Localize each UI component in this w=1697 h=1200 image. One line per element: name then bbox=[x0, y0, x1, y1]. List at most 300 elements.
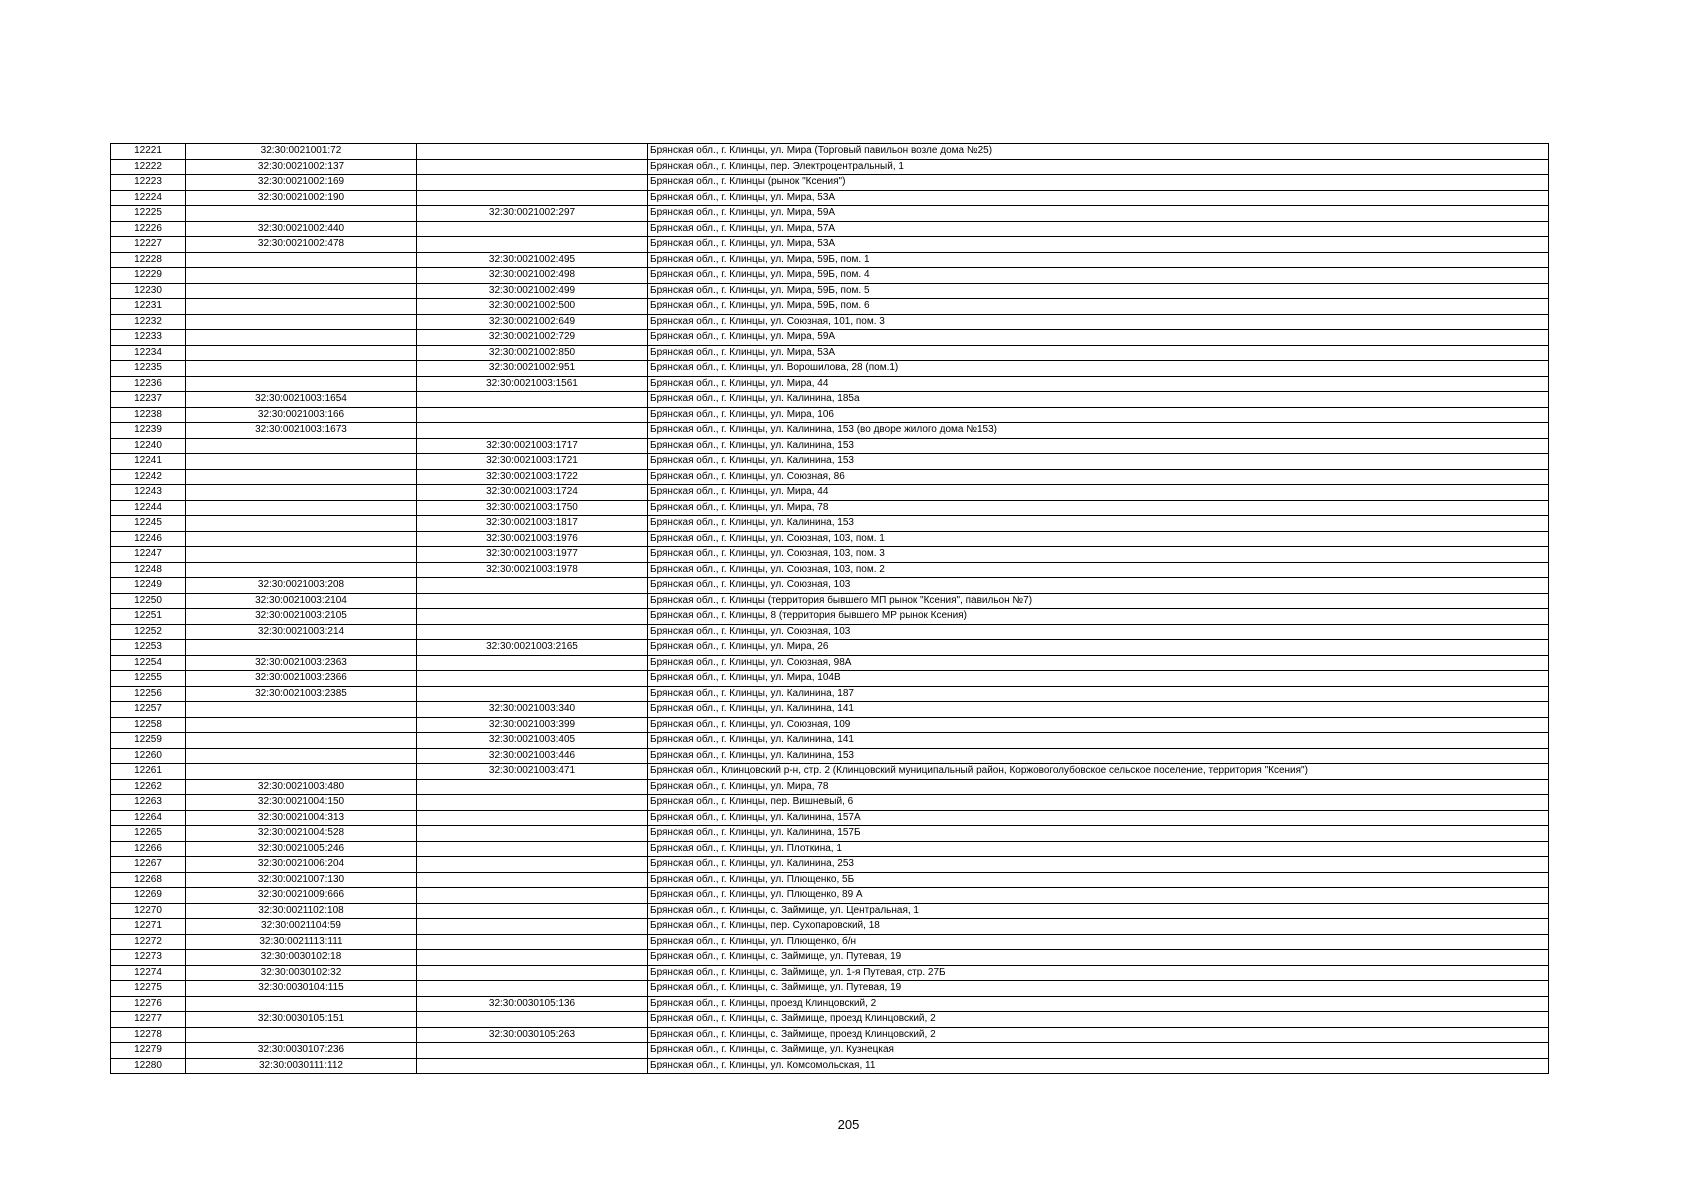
address-cell: Брянская обл., г. Клинцы, ул. Плющенко, 5Б bbox=[648, 872, 1549, 888]
table-row bbox=[111, 872, 1549, 888]
table-row bbox=[111, 717, 1549, 733]
table-row bbox=[111, 965, 1549, 981]
address-cell: Брянская обл., г. Клинцы, ул. Мира, 57А bbox=[648, 221, 1549, 237]
cadastral-number-alt-cell bbox=[417, 609, 648, 625]
cadastral-number-cell: 32:30:0021003:480 bbox=[186, 779, 417, 795]
table-row bbox=[111, 919, 1549, 935]
table-row bbox=[111, 175, 1549, 191]
row-number-cell: 12235 bbox=[111, 361, 186, 377]
cadastral-number-cell bbox=[186, 454, 417, 470]
table-row bbox=[111, 1012, 1549, 1028]
row-number-cell: 12269 bbox=[111, 888, 186, 904]
row-number-cell: 12245 bbox=[111, 516, 186, 532]
address-cell: Брянская обл., г. Клинцы, ул. Калинина, 153 bbox=[648, 454, 1549, 470]
cadastral-number-alt-cell bbox=[417, 872, 648, 888]
table-row bbox=[111, 981, 1549, 997]
table-row bbox=[111, 299, 1549, 315]
cadastral-number-cell: 32:30:0021003:208 bbox=[186, 578, 417, 594]
row-number-cell: 12230 bbox=[111, 283, 186, 299]
row-number-cell: 12272 bbox=[111, 934, 186, 950]
cadastral-number-alt-cell: 32:30:0021003:1724 bbox=[417, 485, 648, 501]
cadastral-number-alt-cell: 32:30:0021002:729 bbox=[417, 330, 648, 346]
cadastral-number-cell: 32:30:0021002:478 bbox=[186, 237, 417, 253]
row-number-cell: 12234 bbox=[111, 345, 186, 361]
address-cell: Брянская обл., г. Клинцы, ул. Плоткина, 1 bbox=[648, 841, 1549, 857]
table-row bbox=[111, 330, 1549, 346]
row-number-cell: 12260 bbox=[111, 748, 186, 764]
row-number-cell: 12276 bbox=[111, 996, 186, 1012]
row-number-cell: 12254 bbox=[111, 655, 186, 671]
address-cell: Брянская обл., г. Клинцы, ул. Мира, 53А bbox=[648, 345, 1549, 361]
address-cell: Брянская обл., г. Клинцы, ул. Мира, 26 bbox=[648, 640, 1549, 656]
cadastral-number-alt-cell bbox=[417, 407, 648, 423]
address-cell: Брянская обл., г. Клинцы, ул. Мира, 106 bbox=[648, 407, 1549, 423]
row-number-cell: 12229 bbox=[111, 268, 186, 284]
row-number-cell: 12273 bbox=[111, 950, 186, 966]
address-cell: Брянская обл., г. Клинцы, ул. Мира, 78 bbox=[648, 500, 1549, 516]
address-cell: Брянская обл., г. Клинцы, ул. Мира, 53А bbox=[648, 237, 1549, 253]
row-number-cell: 12259 bbox=[111, 733, 186, 749]
cadastral-number-cell: 32:30:0030105:151 bbox=[186, 1012, 417, 1028]
table-row bbox=[111, 221, 1549, 237]
table-row bbox=[111, 934, 1549, 950]
address-cell: Брянская обл., Клинцовский р-н, стр. 2 (Клинцовский муниципальный район, Коржовоголубовское сельское поселение, территория "Ксения") bbox=[648, 764, 1549, 780]
address-cell: Брянская обл., г. Клинцы, ул. Калинина, 153 bbox=[648, 438, 1549, 454]
cadastral-number-alt-cell: 32:30:0021003:1976 bbox=[417, 531, 648, 547]
address-cell: Брянская обл., г. Клинцы, ул. Мира, 59Б, пом. 1 bbox=[648, 252, 1549, 268]
row-number-cell: 12261 bbox=[111, 764, 186, 780]
address-cell: Брянская обл., г. Клинцы, проезд Клинцовский, 2 bbox=[648, 996, 1549, 1012]
cadastral-number-cell bbox=[186, 1027, 417, 1043]
address-cell: Брянская обл., г. Клинцы, ул. Союзная, 86 bbox=[648, 469, 1549, 485]
address-cell: Брянская обл., г. Клинцы, ул. Мира, 59Б, пом. 4 bbox=[648, 268, 1549, 284]
row-number-cell: 12236 bbox=[111, 376, 186, 392]
cadastral-number-alt-cell: 32:30:0021002:850 bbox=[417, 345, 648, 361]
cadastral-number-cell: 32:30:0021113:111 bbox=[186, 934, 417, 950]
table-row bbox=[111, 314, 1549, 330]
address-cell: Брянская обл., г. Клинцы, с. Займище, проезд Клинцовский, 2 bbox=[648, 1027, 1549, 1043]
cadastral-number-alt-cell: 32:30:0021003:2165 bbox=[417, 640, 648, 656]
table-row bbox=[111, 1027, 1549, 1043]
table-row bbox=[111, 950, 1549, 966]
cadastral-number-alt-cell bbox=[417, 888, 648, 904]
row-number-cell: 12275 bbox=[111, 981, 186, 997]
cadastral-number-alt-cell: 32:30:0030105:136 bbox=[417, 996, 648, 1012]
row-number-cell: 12233 bbox=[111, 330, 186, 346]
cadastral-number-cell: 32:30:0021003:1673 bbox=[186, 423, 417, 439]
cadastral-number-cell: 32:30:0030102:18 bbox=[186, 950, 417, 966]
cadastral-number-alt-cell: 32:30:0021003:1722 bbox=[417, 469, 648, 485]
address-cell: Брянская обл., г. Клинцы, ул. Союзная, 103, пом. 2 bbox=[648, 562, 1549, 578]
row-number-cell: 12242 bbox=[111, 469, 186, 485]
table-row bbox=[111, 268, 1549, 284]
cadastral-number-alt-cell: 32:30:0021003:1817 bbox=[417, 516, 648, 532]
cadastral-number-alt-cell: 32:30:0030105:263 bbox=[417, 1027, 648, 1043]
table-row bbox=[111, 547, 1549, 563]
table-row bbox=[111, 779, 1549, 795]
cadastral-number-cell bbox=[186, 562, 417, 578]
address-cell: Брянская обл., г. Клинцы (территория бывшего МП рынок "Ксения", павильон №7) bbox=[648, 593, 1549, 609]
cadastral-number-cell: 32:30:0021004:528 bbox=[186, 826, 417, 842]
row-number-cell: 12231 bbox=[111, 299, 186, 315]
cadastral-number-cell bbox=[186, 469, 417, 485]
row-number-cell: 12265 bbox=[111, 826, 186, 842]
cadastral-number-cell: 32:30:0030111:112 bbox=[186, 1058, 417, 1074]
cadastral-number-alt-cell: 32:30:0021003:1750 bbox=[417, 500, 648, 516]
address-cell: Брянская обл., г. Клинцы, ул. Союзная, 101, пом. 3 bbox=[648, 314, 1549, 330]
row-number-cell: 12256 bbox=[111, 686, 186, 702]
row-number-cell: 12277 bbox=[111, 1012, 186, 1028]
cadastral-number-alt-cell bbox=[417, 159, 648, 175]
address-cell: Брянская обл., г. Клинцы, ул. Мира, 104В bbox=[648, 671, 1549, 687]
table-row bbox=[111, 903, 1549, 919]
table-row bbox=[111, 733, 1549, 749]
table-row bbox=[111, 485, 1549, 501]
cadastral-number-alt-cell bbox=[417, 841, 648, 857]
row-number-cell: 12247 bbox=[111, 547, 186, 563]
address-cell: Брянская обл., г. Клинцы, ул. Калинина, 157Б bbox=[648, 826, 1549, 842]
row-number-cell: 12223 bbox=[111, 175, 186, 191]
cadastral-number-alt-cell bbox=[417, 671, 648, 687]
address-cell: Брянская обл., г. Клинцы, ул. Калинина, 157А bbox=[648, 810, 1549, 826]
address-cell: Брянская обл., г. Клинцы, ул. Союзная, 103, пом. 1 bbox=[648, 531, 1549, 547]
address-cell: Брянская обл., г. Клинцы, ул. Мира, 78 bbox=[648, 779, 1549, 795]
row-number-cell: 12251 bbox=[111, 609, 186, 625]
address-cell: Брянская обл., г. Клинцы, ул. Калинина, 253 bbox=[648, 857, 1549, 873]
table-row bbox=[111, 593, 1549, 609]
table-row bbox=[111, 996, 1549, 1012]
table-row bbox=[111, 469, 1549, 485]
cadastral-number-alt-cell: 32:30:0021003:340 bbox=[417, 702, 648, 718]
row-number-cell: 12246 bbox=[111, 531, 186, 547]
cadastral-number-cell: 32:30:0021002:190 bbox=[186, 190, 417, 206]
cadastral-number-cell: 32:30:0021003:2105 bbox=[186, 609, 417, 625]
cadastral-number-cell: 32:30:0021102:108 bbox=[186, 903, 417, 919]
table-row bbox=[111, 655, 1549, 671]
registry-table-body bbox=[111, 144, 1549, 1074]
cadastral-number-alt-cell: 32:30:0021003:1561 bbox=[417, 376, 648, 392]
cadastral-number-alt-cell bbox=[417, 950, 648, 966]
row-number-cell: 12268 bbox=[111, 872, 186, 888]
cadastral-number-cell: 32:30:0021003:2366 bbox=[186, 671, 417, 687]
row-number-cell: 12267 bbox=[111, 857, 186, 873]
cadastral-number-alt-cell bbox=[417, 810, 648, 826]
cadastral-number-cell: 32:30:0021002:440 bbox=[186, 221, 417, 237]
table-row bbox=[111, 562, 1549, 578]
table-row bbox=[111, 841, 1549, 857]
cadastral-number-cell: 32:30:0030104:115 bbox=[186, 981, 417, 997]
cadastral-number-cell bbox=[186, 376, 417, 392]
row-number-cell: 12243 bbox=[111, 485, 186, 501]
address-cell: Брянская обл., г. Клинцы, с. Займище, ул. 1-я Путевая, стр. 27Б bbox=[648, 965, 1549, 981]
cadastral-number-cell bbox=[186, 314, 417, 330]
address-cell: Брянская обл., г. Клинцы, с. Займище, ул. Путевая, 19 bbox=[648, 950, 1549, 966]
cadastral-number-cell: 32:30:0021004:313 bbox=[186, 810, 417, 826]
cadastral-number-alt-cell bbox=[417, 1012, 648, 1028]
cadastral-number-alt-cell bbox=[417, 593, 648, 609]
cadastral-number-alt-cell bbox=[417, 392, 648, 408]
cadastral-number-cell bbox=[186, 733, 417, 749]
table-row bbox=[111, 159, 1549, 175]
cadastral-number-alt-cell bbox=[417, 175, 648, 191]
cadastral-number-alt-cell: 32:30:0021002:500 bbox=[417, 299, 648, 315]
cadastral-number-alt-cell: 32:30:0021003:405 bbox=[417, 733, 648, 749]
address-cell: Брянская обл., г. Клинцы, ул. Мира, 59А bbox=[648, 330, 1549, 346]
cadastral-number-alt-cell bbox=[417, 655, 648, 671]
cadastral-number-alt-cell bbox=[417, 965, 648, 981]
cadastral-number-cell bbox=[186, 252, 417, 268]
cadastral-number-cell bbox=[186, 996, 417, 1012]
cadastral-number-cell: 32:30:0021002:137 bbox=[186, 159, 417, 175]
cadastral-number-alt-cell: 32:30:0021003:1978 bbox=[417, 562, 648, 578]
cadastral-number-alt-cell: 32:30:0021003:471 bbox=[417, 764, 648, 780]
row-number-cell: 12252 bbox=[111, 624, 186, 640]
address-cell: Брянская обл., г. Клинцы, пер. Электроцентральный, 1 bbox=[648, 159, 1549, 175]
cadastral-number-cell: 32:30:0021003:166 bbox=[186, 407, 417, 423]
cadastral-number-cell bbox=[186, 516, 417, 532]
address-cell: Брянская обл., г. Клинцы, с. Займище, ул. Путевая, 19 bbox=[648, 981, 1549, 997]
table-row bbox=[111, 376, 1549, 392]
cadastral-number-alt-cell bbox=[417, 795, 648, 811]
row-number-cell: 12270 bbox=[111, 903, 186, 919]
cadastral-number-cell: 32:30:0021003:214 bbox=[186, 624, 417, 640]
cadastral-number-alt-cell bbox=[417, 624, 648, 640]
cadastral-number-cell bbox=[186, 500, 417, 516]
table-row bbox=[111, 252, 1549, 268]
cadastral-number-cell bbox=[186, 330, 417, 346]
row-number-cell: 12249 bbox=[111, 578, 186, 594]
table-row bbox=[111, 144, 1549, 160]
address-cell: Брянская обл., г. Клинцы, пер. Вишневый, 6 bbox=[648, 795, 1549, 811]
address-cell: Брянская обл., г. Клинцы, пер. Сухопаровский, 18 bbox=[648, 919, 1549, 935]
cadastral-number-cell bbox=[186, 640, 417, 656]
cadastral-number-cell bbox=[186, 748, 417, 764]
table-row bbox=[111, 748, 1549, 764]
table-row bbox=[111, 795, 1549, 811]
cadastral-number-alt-cell bbox=[417, 934, 648, 950]
row-number-cell: 12232 bbox=[111, 314, 186, 330]
address-cell: Брянская обл., г. Клинцы, ул. Калинина, 141 bbox=[648, 733, 1549, 749]
row-number-cell: 12221 bbox=[111, 144, 186, 160]
address-cell: Брянская обл., г. Клинцы, с. Займище, ул. Кузнецкая bbox=[648, 1043, 1549, 1059]
cadastral-number-cell bbox=[186, 345, 417, 361]
cadastral-number-cell: 32:30:0021002:169 bbox=[186, 175, 417, 191]
cadastral-number-alt-cell bbox=[417, 919, 648, 935]
table-row bbox=[111, 764, 1549, 780]
address-cell: Брянская обл., г. Клинцы, ул. Плющенко, б/н bbox=[648, 934, 1549, 950]
cadastral-number-cell bbox=[186, 438, 417, 454]
address-cell: Брянская обл., г. Клинцы, ул. Комсомольская, 11 bbox=[648, 1058, 1549, 1074]
address-cell: Брянская обл., г. Клинцы, ул. Мира, 44 bbox=[648, 485, 1549, 501]
row-number-cell: 12226 bbox=[111, 221, 186, 237]
table-row bbox=[111, 454, 1549, 470]
cadastral-number-alt-cell: 32:30:0021003:399 bbox=[417, 717, 648, 733]
table-row bbox=[111, 190, 1549, 206]
row-number-cell: 12241 bbox=[111, 454, 186, 470]
cadastral-number-alt-cell: 32:30:0021003:446 bbox=[417, 748, 648, 764]
cadastral-number-cell: 32:30:0021003:2104 bbox=[186, 593, 417, 609]
row-number-cell: 12253 bbox=[111, 640, 186, 656]
address-cell: Брянская обл., г. Клинцы, ул. Калинина, 141 bbox=[648, 702, 1549, 718]
row-number-cell: 12278 bbox=[111, 1027, 186, 1043]
address-cell: Брянская обл., г. Клинцы, ул. Калинина, 187 bbox=[648, 686, 1549, 702]
cadastral-number-cell: 32:30:0030107:236 bbox=[186, 1043, 417, 1059]
cadastral-number-cell bbox=[186, 547, 417, 563]
address-cell: Брянская обл., г. Клинцы, ул. Мира, 59Б, пом. 5 bbox=[648, 283, 1549, 299]
address-cell: Брянская обл., г. Клинцы, ул. Ворошилова, 28 (пом.1) bbox=[648, 361, 1549, 377]
cadastral-number-alt-cell: 32:30:0021003:1977 bbox=[417, 547, 648, 563]
address-cell: Брянская обл., г. Клинцы, ул. Союзная, 98А bbox=[648, 655, 1549, 671]
table-row bbox=[111, 671, 1549, 687]
cadastral-number-alt-cell bbox=[417, 857, 648, 873]
page-number: 205 bbox=[837, 1117, 860, 1132]
row-number-cell: 12262 bbox=[111, 779, 186, 795]
row-number-cell: 12228 bbox=[111, 252, 186, 268]
cadastral-number-cell: 32:30:0021003:1654 bbox=[186, 392, 417, 408]
row-number-cell: 12258 bbox=[111, 717, 186, 733]
table-row bbox=[111, 1058, 1549, 1074]
cadastral-number-alt-cell: 32:30:0021002:499 bbox=[417, 283, 648, 299]
table-row bbox=[111, 392, 1549, 408]
table-row bbox=[111, 516, 1549, 532]
table-row bbox=[111, 810, 1549, 826]
cadastral-number-cell: 32:30:0021006:204 bbox=[186, 857, 417, 873]
cadastral-number-alt-cell bbox=[417, 981, 648, 997]
cadastral-number-alt-cell bbox=[417, 826, 648, 842]
cadastral-number-alt-cell bbox=[417, 903, 648, 919]
cadastral-number-cell bbox=[186, 764, 417, 780]
row-number-cell: 12266 bbox=[111, 841, 186, 857]
row-number-cell: 12238 bbox=[111, 407, 186, 423]
table-row bbox=[111, 361, 1549, 377]
table-row bbox=[111, 500, 1549, 516]
row-number-cell: 12264 bbox=[111, 810, 186, 826]
address-cell: Брянская обл., г. Клинцы, ул. Союзная, 103 bbox=[648, 624, 1549, 640]
address-cell: Брянская обл., г. Клинцы, ул. Мира, 59А bbox=[648, 206, 1549, 222]
address-cell: Брянская обл., г. Клинцы, ул. Мира, 44 bbox=[648, 376, 1549, 392]
cadastral-number-alt-cell bbox=[417, 1043, 648, 1059]
table-row bbox=[111, 438, 1549, 454]
table-row bbox=[111, 686, 1549, 702]
table-row bbox=[111, 531, 1549, 547]
table-row bbox=[111, 407, 1549, 423]
cadastral-number-cell bbox=[186, 299, 417, 315]
row-number-cell: 12280 bbox=[111, 1058, 186, 1074]
cadastral-number-cell bbox=[186, 717, 417, 733]
cadastral-number-alt-cell bbox=[417, 779, 648, 795]
cadastral-number-cell bbox=[186, 485, 417, 501]
cadastral-number-alt-cell bbox=[417, 237, 648, 253]
row-number-cell: 12257 bbox=[111, 702, 186, 718]
table-row bbox=[111, 206, 1549, 222]
address-cell: Брянская обл., г. Клинцы, ул. Калинина, 153 bbox=[648, 516, 1549, 532]
table-row bbox=[111, 640, 1549, 656]
cadastral-number-cell bbox=[186, 283, 417, 299]
cadastral-number-cell: 32:30:0021009:666 bbox=[186, 888, 417, 904]
table-row bbox=[111, 624, 1549, 640]
table-row bbox=[111, 826, 1549, 842]
cadastral-number-alt-cell: 32:30:0021002:297 bbox=[417, 206, 648, 222]
cadastral-number-alt-cell: 32:30:0021003:1721 bbox=[417, 454, 648, 470]
cadastral-number-alt-cell: 32:30:0021002:951 bbox=[417, 361, 648, 377]
cadastral-number-alt-cell: 32:30:0021002:495 bbox=[417, 252, 648, 268]
cadastral-number-alt-cell bbox=[417, 423, 648, 439]
cadastral-number-alt-cell: 32:30:0021002:649 bbox=[417, 314, 648, 330]
address-cell: Брянская обл., г. Клинцы, ул. Калинина, 185а bbox=[648, 392, 1549, 408]
cadastral-number-cell: 32:30:0021104:59 bbox=[186, 919, 417, 935]
cadastral-number-cell: 32:30:0021003:2385 bbox=[186, 686, 417, 702]
table-row bbox=[111, 1043, 1549, 1059]
row-number-cell: 12250 bbox=[111, 593, 186, 609]
table-row bbox=[111, 283, 1549, 299]
address-cell: Брянская обл., г. Клинцы, ул. Калинина, 153 bbox=[648, 748, 1549, 764]
address-cell: Брянская обл., г. Клинцы, ул. Плющенко, 89 А bbox=[648, 888, 1549, 904]
cadastral-number-cell: 32:30:0030102:32 bbox=[186, 965, 417, 981]
address-cell: Брянская обл., г. Клинцы, ул. Мира, 59Б, пом. 6 bbox=[648, 299, 1549, 315]
address-cell: Брянская обл., г. Клинцы, ул. Союзная, 109 bbox=[648, 717, 1549, 733]
cadastral-number-cell bbox=[186, 206, 417, 222]
cadastral-number-alt-cell bbox=[417, 144, 648, 160]
table-row bbox=[111, 423, 1549, 439]
address-cell: Брянская обл., г. Клинцы, ул. Калинина, 153 (во дворе жилого дома №153) bbox=[648, 423, 1549, 439]
row-number-cell: 12222 bbox=[111, 159, 186, 175]
cadastral-number-alt-cell bbox=[417, 1058, 648, 1074]
row-number-cell: 12263 bbox=[111, 795, 186, 811]
cadastral-number-alt-cell bbox=[417, 221, 648, 237]
cadastral-number-cell bbox=[186, 702, 417, 718]
row-number-cell: 12255 bbox=[111, 671, 186, 687]
cadastral-number-alt-cell bbox=[417, 578, 648, 594]
table-row bbox=[111, 857, 1549, 873]
row-number-cell: 12240 bbox=[111, 438, 186, 454]
cadastral-number-cell bbox=[186, 361, 417, 377]
cadastral-number-alt-cell bbox=[417, 686, 648, 702]
row-number-cell: 12227 bbox=[111, 237, 186, 253]
address-cell: Брянская обл., г. Клинцы (рынок "Ксения") bbox=[648, 175, 1549, 191]
cadastral-number-cell bbox=[186, 531, 417, 547]
cadastral-number-cell bbox=[186, 268, 417, 284]
row-number-cell: 12271 bbox=[111, 919, 186, 935]
row-number-cell: 12225 bbox=[111, 206, 186, 222]
address-cell: Брянская обл., г. Клинцы, ул. Союзная, 103 bbox=[648, 578, 1549, 594]
registry-table bbox=[110, 143, 1549, 1074]
row-number-cell: 12244 bbox=[111, 500, 186, 516]
cadastral-number-cell: 32:30:0021003:2363 bbox=[186, 655, 417, 671]
row-number-cell: 12237 bbox=[111, 392, 186, 408]
table-row bbox=[111, 702, 1549, 718]
cadastral-number-cell: 32:30:0021007:130 bbox=[186, 872, 417, 888]
table-row bbox=[111, 237, 1549, 253]
table-row bbox=[111, 888, 1549, 904]
cadastral-number-alt-cell bbox=[417, 190, 648, 206]
row-number-cell: 12224 bbox=[111, 190, 186, 206]
row-number-cell: 12239 bbox=[111, 423, 186, 439]
cadastral-number-alt-cell: 32:30:0021003:1717 bbox=[417, 438, 648, 454]
table-row bbox=[111, 345, 1549, 361]
address-cell: Брянская обл., г. Клинцы, ул. Мира (Торговый павильон возле дома №25) bbox=[648, 144, 1549, 160]
table-row bbox=[111, 578, 1549, 594]
cadastral-number-alt-cell: 32:30:0021002:498 bbox=[417, 268, 648, 284]
cadastral-number-cell: 32:30:0021005:246 bbox=[186, 841, 417, 857]
address-cell: Брянская обл., г. Клинцы, 8 (территория бывшего МР рынок Ксения) bbox=[648, 609, 1549, 625]
row-number-cell: 12248 bbox=[111, 562, 186, 578]
address-cell: Брянская обл., г. Клинцы, ул. Союзная, 103, пом. 3 bbox=[648, 547, 1549, 563]
address-cell: Брянская обл., г. Клинцы, с. Займище, ул. Центральная, 1 bbox=[648, 903, 1549, 919]
row-number-cell: 12279 bbox=[111, 1043, 186, 1059]
cadastral-number-cell: 32:30:0021004:150 bbox=[186, 795, 417, 811]
row-number-cell: 12274 bbox=[111, 965, 186, 981]
address-cell: Брянская обл., г. Клинцы, с. Займище, проезд Клинцовский, 2 bbox=[648, 1012, 1549, 1028]
